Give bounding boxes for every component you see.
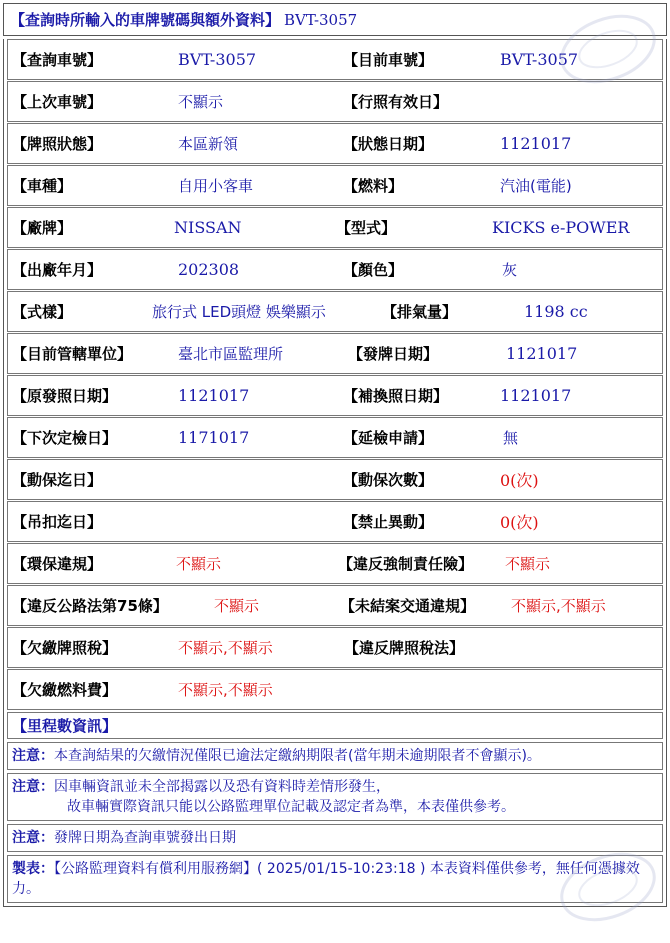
value-unpaid-fuel-fee: 不顯示,不顯示 (178, 681, 273, 699)
label-displacement: 【排氣量】 (382, 303, 458, 321)
label-manufacture-date: 【出廠年月】 (12, 261, 103, 279)
label-suspension-end: 【吊扣迄日】 (12, 513, 103, 531)
value-original-license-date: 1121017 (178, 386, 250, 405)
vehicle-info-page (3, 3, 667, 907)
label-current-plate: 【目前車號】 (343, 51, 434, 69)
table-row (7, 333, 663, 374)
value-manufacture-date: 202308 (178, 260, 240, 279)
value-unpaid-license-tax: 不顯示,不顯示 (178, 639, 273, 657)
table-row (7, 543, 663, 584)
label-environmental-violation: 【環保違規】 (12, 555, 103, 573)
table-row (7, 165, 663, 206)
value-model: KICKS e-POWER (492, 218, 630, 237)
note-text: 發牌日期為查詢車號發出日期 (54, 830, 236, 846)
label-style: 【式樣】 (12, 303, 73, 321)
mileage-section-header (7, 712, 663, 739)
note-label: 注意： (12, 748, 54, 764)
label-reissue-date: 【補換照日期】 (343, 387, 449, 405)
value-fuel: 汽油(電能) (500, 177, 572, 195)
label-chattel-mortgage-count: 【動保次數】 (343, 471, 434, 489)
table-row (7, 207, 663, 248)
label-license-valid-date: 【行照有效日】 (343, 93, 449, 111)
value-displacement: 1198 cc (524, 302, 588, 321)
note-label: 注意： (12, 830, 54, 846)
value-environmental-violation: 不顯示 (176, 555, 222, 573)
label-open-traffic-violations: 【未結案交通違規】 (340, 597, 476, 615)
label-highway-law-75-violation: 【違反公路法第75條】 (12, 597, 168, 615)
value-transfer-ban: 0(次) (500, 513, 539, 532)
value-chattel-mortgage-count: 0(次) (500, 471, 539, 490)
table-row (7, 585, 663, 626)
header-plate: BVT-3057 (284, 10, 358, 29)
label-jurisdiction: 【目前管轄單位】 (12, 345, 133, 363)
value-style: 旅行式 LED頭燈 娛樂顯示 (152, 303, 326, 321)
header-title: 【查詢時所輸入的車牌號碼與額外資料】 (10, 11, 281, 29)
note-text: 本查詢結果的欠繳情況僅限已逾法定繳納期限者(當年期未逾期限者不會顯示)。 (54, 748, 541, 764)
label-vehicle-type: 【車種】 (12, 177, 73, 195)
note-generated-by (7, 855, 663, 903)
value-previous-plate: 不顯示 (178, 93, 224, 111)
value-query-plate: BVT-3057 (178, 50, 257, 69)
label-license-tax-violation: 【違反牌照稅法】 (344, 639, 465, 657)
table-row (7, 249, 663, 290)
label-unpaid-fuel-fee: 【欠繳燃料費】 (12, 681, 118, 699)
note-text: 故車輛實際資訊只能以公路監理單位記載及認定者為準，本表僅供參考。 (67, 799, 515, 815)
value-inspection-extension: 無 (503, 429, 519, 447)
label-plate-status: 【牌照狀態】 (12, 135, 103, 153)
value-issue-date: 1121017 (506, 344, 578, 363)
value-reissue-date: 1121017 (500, 386, 572, 405)
note-overdue (7, 742, 663, 770)
label-query-plate: 【查詢車號】 (12, 51, 103, 69)
value-open-traffic-violations: 不顯示,不顯示 (511, 597, 606, 615)
value-status-date: 1121017 (500, 134, 572, 153)
label-unpaid-license-tax: 【欠繳牌照稅】 (12, 639, 118, 657)
value-brand: NISSAN (174, 218, 242, 237)
label-previous-plate: 【上次車號】 (12, 93, 103, 111)
label-color: 【顏色】 (343, 261, 404, 279)
label-model: 【型式】 (336, 219, 397, 237)
table-row (7, 627, 663, 668)
note-issue-date (7, 824, 663, 852)
table-row (7, 459, 663, 500)
note-text: 【公路監理資料有償利用服務網】( 2025/01/15-10:23:18 ) 本表資料僅供參考，無任何憑據效力。 (12, 861, 640, 897)
label-fuel: 【燃料】 (343, 177, 404, 195)
value-plate-status: 本區新領 (178, 135, 239, 153)
value-compulsory-insurance-violation: 不顯示 (505, 555, 551, 573)
value-color: 灰 (502, 261, 518, 279)
label-issue-date: 【發牌日期】 (348, 345, 439, 363)
label-status-date: 【狀態日期】 (343, 135, 434, 153)
label-transfer-ban: 【禁止異動】 (343, 513, 434, 531)
table-row (7, 669, 663, 710)
mileage-title: 【里程數資訊】 (12, 717, 118, 735)
value-vehicle-type: 自用小客車 (178, 177, 254, 195)
table-row (7, 375, 663, 416)
note-disclaimer (7, 773, 663, 821)
label-compulsory-insurance-violation: 【違反強制責任險】 (338, 555, 474, 573)
table-row (7, 291, 663, 332)
label-inspection-extension: 【延檢申請】 (343, 429, 434, 447)
table-row (7, 417, 663, 458)
table-row (7, 123, 663, 164)
vehicle-info-table (3, 39, 667, 907)
note-label: 製表： (12, 861, 54, 877)
label-original-license-date: 【原發照日期】 (12, 387, 118, 405)
value-jurisdiction: 臺北市區監理所 (178, 345, 284, 363)
label-brand: 【廠牌】 (12, 219, 73, 237)
label-chattel-mortgage-end: 【動保迄日】 (12, 471, 103, 489)
value-highway-law-75-violation: 不顯示 (214, 597, 260, 615)
table-row (7, 501, 663, 542)
note-text: 因車輛資訊並未全部揭露以及恐有資料時差情形發生， (54, 779, 390, 795)
label-next-inspection: 【下次定檢日】 (12, 429, 118, 447)
value-next-inspection: 1171017 (178, 428, 250, 447)
table-row (7, 39, 663, 80)
value-current-plate: BVT-3057 (500, 50, 579, 69)
table-row (7, 81, 663, 122)
header-bar (3, 3, 667, 36)
note-label: 注意： (12, 779, 54, 795)
